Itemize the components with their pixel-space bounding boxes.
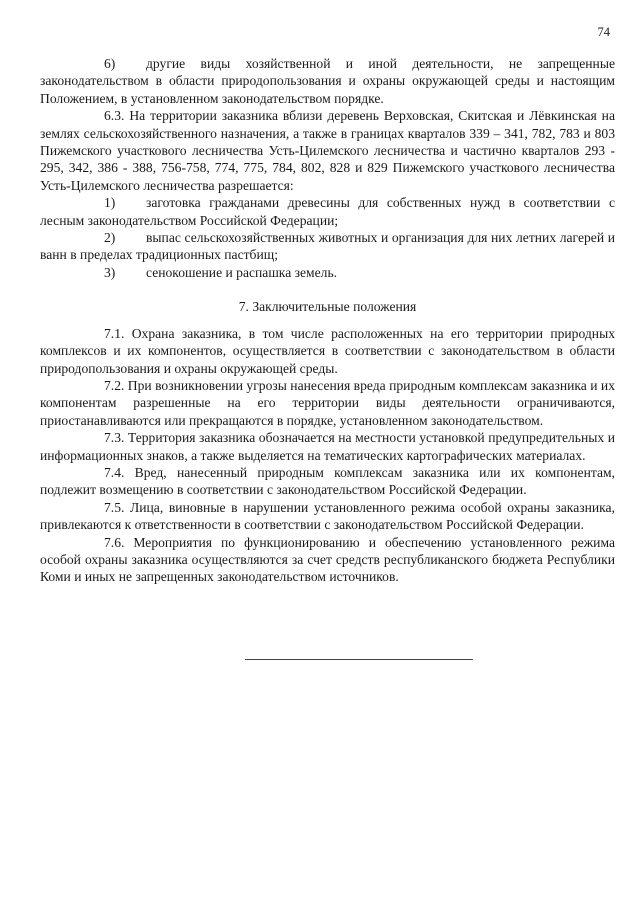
list-item-number: 2) [104,230,116,246]
list-item-1 [40,194,615,229]
end-divider [245,659,473,660]
list-item-number: 1) [104,195,116,211]
paragraph-7-4: 7.4. Вред, нанесенный природным комплексам заказника или их компонентам, подлежит возмещению в соответствии с законодательством Российской Федерации. [40,464,615,498]
list-item-text: сенокошение и распашка земель. [146,264,338,280]
list-item-6 [40,55,615,107]
list-item-text: другие виды хозяйственной и иной деятельности, не запрещенные законодательством в области природопользования и охраны окружающей среды и настоящим Положением, в установленном законодательством порядке. [40,56,615,106]
list-item-3 [40,264,615,281]
list-item-text: заготовка гражданами древесины для собственных нужд в соответствии с лесным законодательством Российской Федерации; [40,195,615,228]
list-item-text: выпас сельскохозяйственных животных и организация для них летних лагерей и ванн в пределах традиционных пастбищ; [40,230,615,263]
paragraph-7-1: 7.1. Охрана заказника, в том числе расположенных на его территории природных комплексов и их компонентов, осуществляется в соответствии с законодательством в области природопользования и охраны окружающей среды. [40,325,615,376]
section-heading: 7. Заключительные положения [238,299,417,315]
paragraph-6-3: 6.3. На территории заказника вблизи деревень Верховская, Скитская и Лёвкинская на землях сельскохозяйственного назначения, а также в границах кварталов 339 – 341, 782, 783 и 803 Пижемского участкового лесничества Усть-Цилемского лесничества и частично кварталов 293 - 295, 342, 386 - 388, 756-758, 774, 775, 784, 802, 828 и 829 Пижемского участкового лесничества Усть-Цилемского лесничества разрешается: [40,108,615,193]
paragraph-7-2: 7.2. При возникновении угрозы нанесения вреда природным комплексам заказника и их компонентам разрешенные на его территории виды деятельности ограничиваются, приостанавливаются или прекращаются в порядке, установленном законодательством. [40,377,615,428]
list-item-number: 6) [104,56,116,71]
list-item-number: 3) [104,264,116,280]
document-body [40,55,615,586]
list-item-2 [40,229,615,264]
page-number: 74 [597,25,610,39]
paragraph-7-3: 7.3. Территория заказника обозначается на местности установкой предупредительных и информационных знаков, а также выделяется на тематических картографических материалах. [40,430,615,463]
paragraph-7-5: 7.5. Лица, виновные в нарушении установленного режима особой охраны заказника, привлекаются к ответственности в соответствии с законодательством Российской Федерации. [40,499,615,533]
paragraph-7-6: 7.6. Мероприятия по функционированию и обеспечению установленного режима особой охраны заказника осуществляются за счет средств республиканского бюджета Республики Коми и иных не запрещенных законодательством источников. [40,534,615,585]
